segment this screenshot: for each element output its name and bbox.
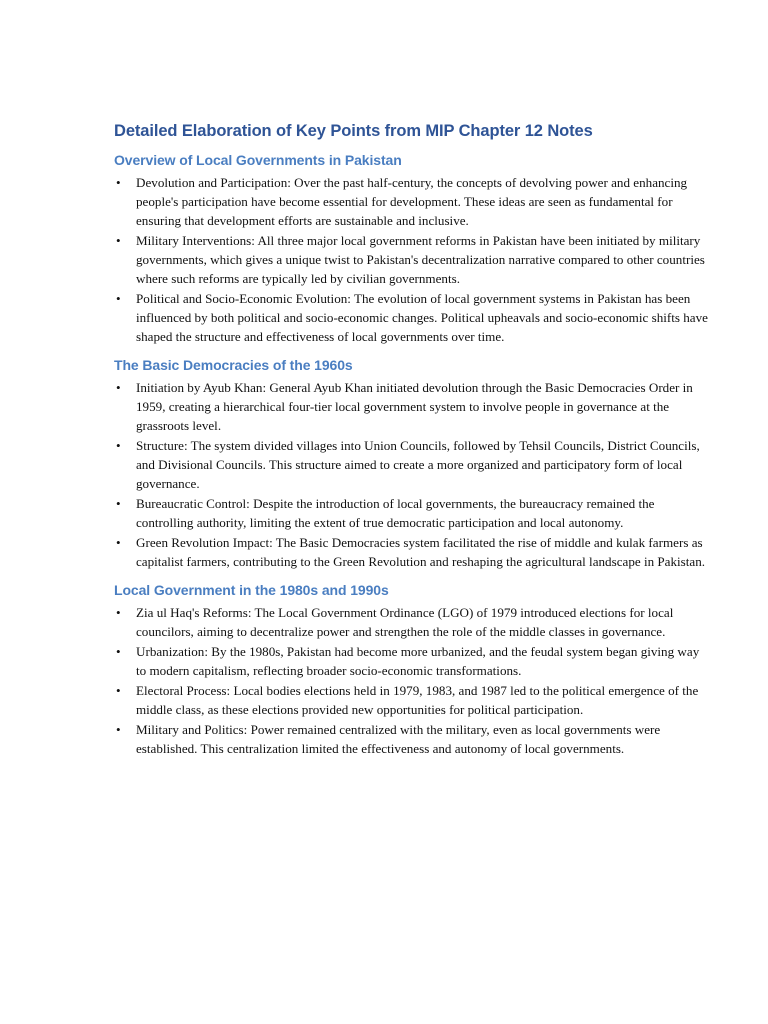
- section-heading: The Basic Democracies of the 1960s: [114, 357, 353, 373]
- list-item: [114, 173, 708, 230]
- bullet-icon: •: [116, 722, 121, 737]
- list-item-text: Devolution and Participation: Over the past half-century, the concepts of devolving power and enhancing people's participation have become essential for development. These ideas are seen as fundamental for ensuring that development efforts are sustainable and inclusive.: [136, 175, 688, 228]
- list-item: [114, 681, 708, 719]
- list-item-text: Bureaucratic Control: Despite the introduction of local governments, the bureaucracy remained the controlling authority, limiting the extent of true democratic participation and local autonomy.: [136, 496, 655, 530]
- list-item: [114, 378, 708, 435]
- bullet-icon: •: [116, 380, 121, 395]
- bullet-icon: •: [116, 175, 121, 190]
- list-item: [114, 289, 708, 346]
- list-item-text: Zia ul Haq's Reforms: The Local Government Ordinance (LGO) of 1979 introduced elections for local councilors, aiming to decentralize power and strengthen the role of the middle classes in governance.: [136, 605, 674, 639]
- section-1980s-1990s: [114, 582, 708, 758]
- document-title: Detailed Elaboration of Key Points from MIP Chapter 12 Notes: [114, 122, 593, 140]
- list-item: [114, 231, 708, 288]
- list-item-text: Electoral Process: Local bodies elections held in 1979, 1983, and 1987 led to the political emergence of the middle class, as these elections provided new opportunities for political participation.: [136, 683, 699, 717]
- bullet-list: [114, 603, 708, 758]
- list-item-text: Green Revolution Impact: The Basic Democracies system facilitated the rise of middle and kulak farmers as capitalist farmers, contributing to the Green Revolution and reshaping the agricultural landscape in Pakistan.: [136, 535, 706, 569]
- list-item: [114, 494, 708, 532]
- bullet-icon: •: [116, 605, 121, 620]
- section-overview: [114, 152, 708, 346]
- bullet-icon: •: [116, 496, 121, 511]
- section-heading: Local Government in the 1980s and 1990s: [114, 582, 389, 598]
- list-item-text: Military and Politics: Power remained centralized with the military, even as local governments were established. This centralization limited the effectiveness and autonomy of local governments.: [136, 722, 661, 756]
- list-item-text: Structure: The system divided villages into Union Councils, followed by Tehsil Councils, District Councils, and Divisional Councils. This structure aimed to create a more organized and participatory form of local governance.: [136, 438, 700, 491]
- list-item: [114, 533, 708, 571]
- list-item: [114, 436, 708, 493]
- bullet-list: [114, 173, 708, 346]
- bullet-icon: •: [116, 683, 121, 698]
- list-item: [114, 642, 708, 680]
- list-item-text: Urbanization: By the 1980s, Pakistan had become more urbanized, and the feudal system began giving way to modern capitalism, reflecting broader socio-economic transformations.: [136, 644, 700, 678]
- list-item: [114, 720, 708, 758]
- list-item-text: Political and Socio-Economic Evolution: The evolution of local government systems in Pakistan has been influenced by both political and socio-economic changes. Political upheavals and socio-economic shifts have shaped the structure and effectiveness of local governments over time.: [136, 291, 708, 344]
- bullet-icon: •: [116, 535, 121, 550]
- list-item: [114, 603, 708, 641]
- bullet-icon: •: [116, 291, 121, 306]
- bullet-list: [114, 378, 708, 571]
- bullet-icon: •: [116, 233, 121, 248]
- bullet-icon: •: [116, 644, 121, 659]
- section-heading: Overview of Local Governments in Pakistan: [114, 152, 402, 168]
- list-item-text: Initiation by Ayub Khan: General Ayub Khan initiated devolution through the Basic Democracies Order in 1959, creating a hierarchical four-tier local government system to involve people in governance at the grassroots level.: [136, 380, 693, 433]
- bullet-icon: •: [116, 438, 121, 453]
- section-basic-democracies: [114, 357, 708, 571]
- list-item-text: Military Interventions: All three major local government reforms in Pakistan have been initiated by military governments, which gives a unique twist to Pakistan's decentralization narrative compared to other countries where such reforms are typically led by civilian governments.: [136, 233, 705, 286]
